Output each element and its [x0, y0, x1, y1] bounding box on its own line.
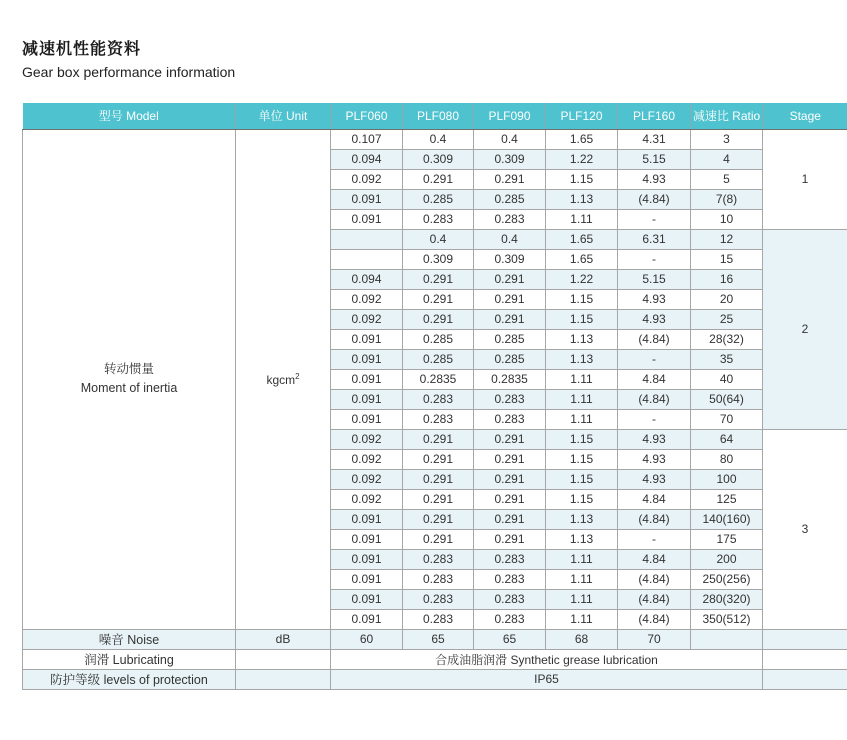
inertia-value-cell: 0.309 — [403, 249, 474, 269]
inertia-value-cell: 0.285 — [474, 189, 546, 209]
inertia-value-cell: 0.2835 — [474, 369, 546, 389]
page-title-en: Gear box performance information — [22, 64, 236, 80]
ratio-cell: 4 — [691, 149, 763, 169]
inertia-value-cell: 0.309 — [474, 149, 546, 169]
inertia-value-cell: 0.285 — [403, 329, 474, 349]
inertia-value-cell: 0.091 — [331, 589, 403, 609]
inertia-value-cell: 4.93 — [618, 469, 691, 489]
ratio-cell: 250(256) — [691, 569, 763, 589]
inertia-value-cell: - — [618, 349, 691, 369]
inertia-value-cell: 0.291 — [403, 429, 474, 449]
inertia-value-cell: 1.22 — [546, 269, 618, 289]
inertia-value-cell: 0.283 — [403, 569, 474, 589]
ratio-cell: 3 — [691, 129, 763, 149]
inertia-value-cell: 0.283 — [403, 389, 474, 409]
inertia-value-cell: 0.291 — [474, 309, 546, 329]
inertia-value-cell: 0.291 — [403, 509, 474, 529]
protection-stage-cell-empty — [763, 669, 847, 689]
noise-value-plf060: 60 — [331, 629, 403, 649]
inertia-value-cell: 5.15 — [618, 269, 691, 289]
inertia-value-cell: 0.091 — [331, 529, 403, 549]
inertia-value-cell: 0.283 — [474, 389, 546, 409]
ratio-cell: 125 — [691, 489, 763, 509]
ratio-cell: 175 — [691, 529, 763, 549]
protection-value: IP65 — [331, 669, 763, 689]
column-header-plf160: PLF160 — [618, 103, 691, 129]
inertia-value-cell: - — [618, 529, 691, 549]
noise-unit: dB — [236, 629, 331, 649]
ratio-cell: 28(32) — [691, 329, 763, 349]
inertia-value-cell: 1.11 — [546, 369, 618, 389]
inertia-value-cell: 1.15 — [546, 429, 618, 449]
lubricating-stage-cell-empty — [763, 649, 847, 669]
inertia-value-cell: (4.84) — [618, 609, 691, 629]
inertia-value-cell: 0.092 — [331, 169, 403, 189]
inertia-value-cell: 5.15 — [618, 149, 691, 169]
inertia-value-cell: 0.291 — [403, 489, 474, 509]
lubricating-label: 润滑 Lubricating — [23, 649, 236, 669]
inertia-value-cell: 1.15 — [546, 309, 618, 329]
inertia-row — [23, 129, 847, 149]
inertia-value-cell: 1.11 — [546, 609, 618, 629]
column-header-plf060: PLF060 — [331, 103, 403, 129]
ratio-cell: 25 — [691, 309, 763, 329]
column-header-plf090: PLF090 — [474, 103, 546, 129]
stage-cell: 3 — [763, 429, 847, 629]
unit-value: kgcm$^2$ — [236, 129, 331, 629]
stage-cell: 2 — [763, 229, 847, 429]
inertia-value-cell: 0.4 — [403, 129, 474, 149]
inertia-value-cell: 0.2835 — [403, 369, 474, 389]
inertia-value-cell: 0.291 — [403, 289, 474, 309]
inertia-value-cell: (4.84) — [618, 189, 691, 209]
inertia-value-cell: 0.283 — [474, 609, 546, 629]
inertia-value-cell: 0.309 — [403, 149, 474, 169]
inertia-value-cell: (4.84) — [618, 569, 691, 589]
noise-stage-cell-empty — [763, 629, 847, 649]
inertia-value-cell: 0.291 — [474, 269, 546, 289]
inertia-value-cell: (4.84) — [618, 329, 691, 349]
inertia-value-cell: 1.13 — [546, 189, 618, 209]
inertia-value-cell: 4.93 — [618, 289, 691, 309]
inertia-value-cell: 1.13 — [546, 329, 618, 349]
column-header-unit: 单位 Unit — [236, 103, 331, 129]
ratio-cell: 280(320) — [691, 589, 763, 609]
inertia-value-cell: 1.15 — [546, 489, 618, 509]
inertia-value-cell: 0.091 — [331, 369, 403, 389]
inertia-value-cell: 0.283 — [474, 569, 546, 589]
inertia-value-cell: - — [618, 409, 691, 429]
lubricating-row — [23, 649, 847, 669]
inertia-value-cell: 0.309 — [474, 249, 546, 269]
header-row — [23, 103, 847, 129]
lubricating-value: 合成油脂润滑 Synthetic grease lubrication — [331, 649, 763, 669]
noise-value-plf080: 65 — [403, 629, 474, 649]
inertia-value-cell: 0.283 — [474, 549, 546, 569]
ratio-cell: 50(64) — [691, 389, 763, 409]
ratio-cell: 80 — [691, 449, 763, 469]
inertia-value-cell — [331, 249, 403, 269]
inertia-value-cell: 0.091 — [331, 349, 403, 369]
inertia-value-cell: 4.93 — [618, 169, 691, 189]
ratio-cell: 200 — [691, 549, 763, 569]
inertia-value-cell: 0.291 — [474, 289, 546, 309]
column-header-plf080: PLF080 — [403, 103, 474, 129]
column-header-stage: Stage — [763, 103, 847, 129]
inertia-value-cell: 1.11 — [546, 569, 618, 589]
inertia-value-cell: 1.15 — [546, 169, 618, 189]
ratio-cell: 350(512) — [691, 609, 763, 629]
inertia-value-cell: 0.107 — [331, 129, 403, 149]
inertia-value-cell: 0.283 — [403, 209, 474, 229]
inertia-value-cell: 0.285 — [403, 349, 474, 369]
page-title-zh: 减速机性能资料 — [22, 41, 142, 58]
inertia-value-cell: 4.93 — [618, 429, 691, 449]
noise-row — [23, 629, 847, 649]
ratio-cell: 20 — [691, 289, 763, 309]
inertia-value-cell: 0.091 — [331, 389, 403, 409]
inertia-value-cell: 0.291 — [474, 489, 546, 509]
inertia-value-cell: - — [618, 209, 691, 229]
inertia-value-cell: 0.092 — [331, 489, 403, 509]
ratio-cell: 15 — [691, 249, 763, 269]
column-header-model: 型号 Model — [23, 103, 236, 129]
ratio-cell: 100 — [691, 469, 763, 489]
ratio-cell: 64 — [691, 429, 763, 449]
inertia-value-cell: 0.091 — [331, 509, 403, 529]
ratio-cell: 16 — [691, 269, 763, 289]
inertia-value-cell: 0.283 — [403, 549, 474, 569]
inertia-value-cell: 0.091 — [331, 549, 403, 569]
inertia-value-cell: 0.091 — [331, 409, 403, 429]
inertia-value-cell: 0.4 — [474, 229, 546, 249]
inertia-value-cell: 1.15 — [546, 469, 618, 489]
protection-unit-empty — [236, 669, 331, 689]
noise-value-plf120: 68 — [546, 629, 618, 649]
inertia-value-cell: 1.13 — [546, 349, 618, 369]
inertia-value-cell: 1.13 — [546, 529, 618, 549]
inertia-value-cell: 1.11 — [546, 549, 618, 569]
inertia-value-cell: 1.11 — [546, 209, 618, 229]
ratio-cell: 12 — [691, 229, 763, 249]
inertia-value-cell: 0.291 — [474, 429, 546, 449]
inertia-value-cell: 0.283 — [474, 209, 546, 229]
inertia-value-cell: 1.15 — [546, 449, 618, 469]
noise-value-plf090: 65 — [474, 629, 546, 649]
inertia-value-cell: 0.091 — [331, 209, 403, 229]
inertia-value-cell: 0.291 — [474, 169, 546, 189]
inertia-value-cell: 0.291 — [474, 509, 546, 529]
inertia-value-cell: 0.291 — [403, 169, 474, 189]
ratio-cell: 70 — [691, 409, 763, 429]
ratio-cell: 10 — [691, 209, 763, 229]
inertia-value-cell: 0.094 — [331, 149, 403, 169]
inertia-value-cell: 0.283 — [403, 609, 474, 629]
inertia-value-cell: 0.4 — [403, 229, 474, 249]
inertia-value-cell: 0.091 — [331, 189, 403, 209]
inertia-value-cell: 4.93 — [618, 309, 691, 329]
inertia-value-cell: 4.84 — [618, 369, 691, 389]
inertia-value-cell: 0.092 — [331, 289, 403, 309]
inertia-value-cell: 0.285 — [474, 329, 546, 349]
ratio-cell: 5 — [691, 169, 763, 189]
inertia-value-cell: 0.092 — [331, 429, 403, 449]
inertia-value-cell: 0.283 — [474, 409, 546, 429]
inertia-value-cell: 0.092 — [331, 469, 403, 489]
inertia-value-cell: (4.84) — [618, 509, 691, 529]
inertia-value-cell: 0.091 — [331, 609, 403, 629]
inertia-value-cell: 0.291 — [403, 449, 474, 469]
inertia-value-cell: - — [618, 249, 691, 269]
inertia-value-cell: 1.11 — [546, 589, 618, 609]
noise-ratio-cell-empty — [691, 629, 763, 649]
inertia-value-cell: 0.291 — [403, 469, 474, 489]
inertia-value-cell: 0.283 — [474, 589, 546, 609]
noise-value-plf160: 70 — [618, 629, 691, 649]
inertia-value-cell: 1.65 — [546, 249, 618, 269]
inertia-value-cell: 0.291 — [403, 309, 474, 329]
inertia-value-cell: 4.84 — [618, 489, 691, 509]
inertia-value-cell: 4.84 — [618, 549, 691, 569]
ratio-cell: 140(160) — [691, 509, 763, 529]
ratio-cell: 40 — [691, 369, 763, 389]
stage-cell: 1 — [763, 129, 847, 229]
inertia-value-cell: 6.31 — [618, 229, 691, 249]
column-header-ratio: 减速比 Ratio — [691, 103, 763, 129]
inertia-value-cell — [331, 229, 403, 249]
inertia-value-cell: 0.4 — [474, 129, 546, 149]
inertia-value-cell: (4.84) — [618, 589, 691, 609]
inertia-value-cell: (4.84) — [618, 389, 691, 409]
ratio-cell: 7(8) — [691, 189, 763, 209]
column-header-plf120: PLF120 — [546, 103, 618, 129]
inertia-value-cell: 1.15 — [546, 289, 618, 309]
ratio-cell: 35 — [691, 349, 763, 369]
inertia-value-cell: 1.65 — [546, 129, 618, 149]
inertia-rows-body — [23, 129, 847, 629]
inertia-value-cell: 0.291 — [403, 269, 474, 289]
inertia-value-cell: 0.283 — [403, 409, 474, 429]
lubricating-unit-empty — [236, 649, 331, 669]
inertia-value-cell: 0.283 — [403, 589, 474, 609]
inertia-value-cell: 1.11 — [546, 389, 618, 409]
protection-label: 防护等级 levels of protection — [23, 669, 236, 689]
inertia-value-cell: 1.11 — [546, 409, 618, 429]
performance-table — [22, 103, 847, 690]
inertia-value-cell: 0.092 — [331, 449, 403, 469]
inertia-value-cell: 0.091 — [331, 329, 403, 349]
protection-row — [23, 669, 847, 689]
inertia-value-cell: 4.93 — [618, 449, 691, 469]
noise-label: 噪音 Noise — [23, 629, 236, 649]
inertia-value-cell: 1.13 — [546, 509, 618, 529]
inertia-value-cell: 0.285 — [403, 189, 474, 209]
inertia-value-cell: 0.291 — [474, 449, 546, 469]
inertia-value-cell: 0.291 — [403, 529, 474, 549]
inertia-value-cell: 1.65 — [546, 229, 618, 249]
inertia-value-cell: 0.291 — [474, 469, 546, 489]
inertia-value-cell: 4.31 — [618, 129, 691, 149]
inertia-value-cell: 0.092 — [331, 309, 403, 329]
moment-of-inertia-label: 转动惯量 Moment of inertia — [23, 129, 236, 629]
inertia-value-cell: 0.094 — [331, 269, 403, 289]
inertia-value-cell: 1.22 — [546, 149, 618, 169]
inertia-value-cell: 0.285 — [474, 349, 546, 369]
inertia-value-cell: 0.091 — [331, 569, 403, 589]
inertia-value-cell: 0.291 — [474, 529, 546, 549]
